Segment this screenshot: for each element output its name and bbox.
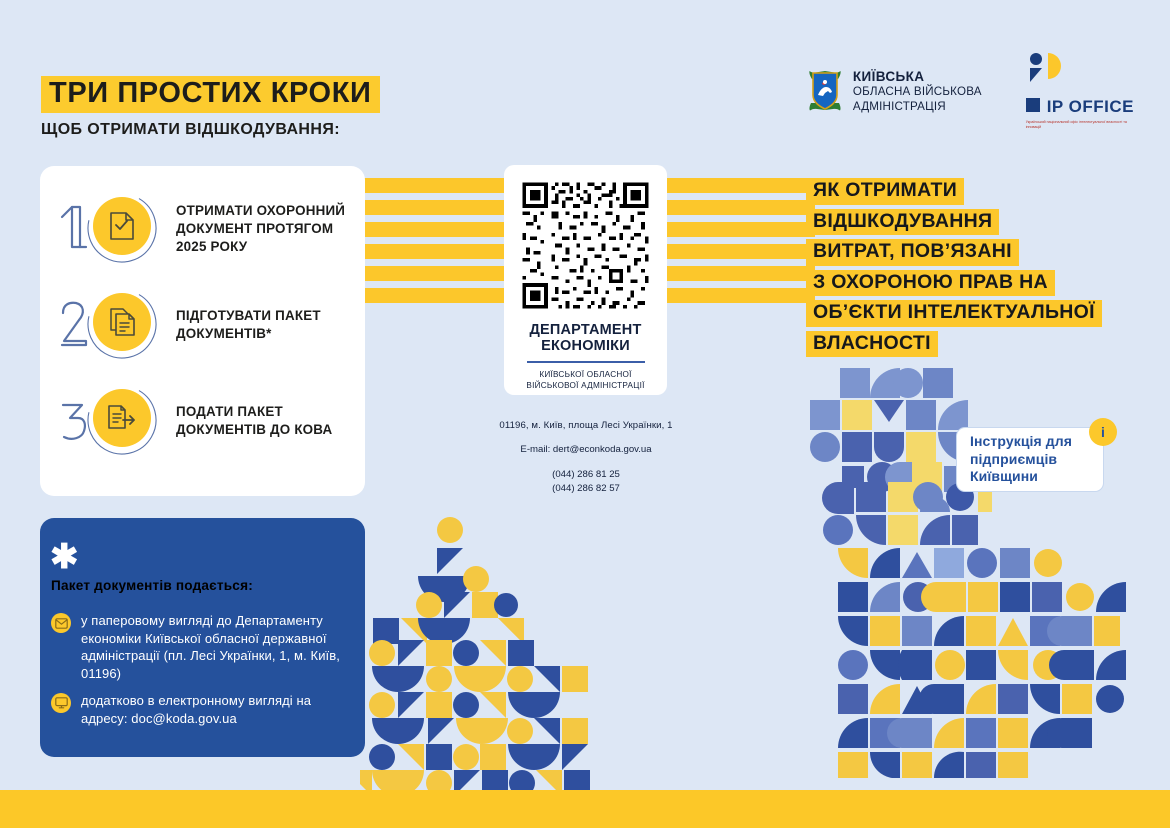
ip-office-subtitle: Український національний офіс інтелектуальної власності та інновацій [1025, 120, 1127, 130]
ip-office-logo [1026, 52, 1134, 131]
documents-note-heading: Пакет документів подається: [51, 578, 253, 593]
step-item-3 [56, 382, 365, 460]
ip-office-mark-icon [1026, 52, 1070, 97]
headline-line-5: ОБ’ЄКТИ ІНТЕЛЕКТУАЛЬНОЇ [806, 300, 1102, 327]
department-divider [527, 361, 645, 362]
contact-address: 01196, м. Київ, площа Лесі Українки, 1 [499, 420, 673, 431]
steps-card [40, 166, 365, 496]
step-label-3: ПОДАТИ ПАКЕТ ДОКУМЕНТІВ ДО КОВА [176, 404, 333, 437]
computer-monitor-icon [51, 693, 71, 713]
page-subtitle: ЩОБ ОТРИМАТИ ВІДШКОДУВАННЯ: [41, 121, 340, 138]
kyiv-oblast-coat-of-arms-icon [808, 67, 842, 116]
ip-office-square-icon [1026, 98, 1040, 117]
contact-phone-2: (044) 286 82 57 [552, 482, 620, 494]
department-subtitle [526, 369, 644, 391]
step-item-2 [56, 286, 365, 364]
contact-block [470, 420, 702, 496]
headline-line-1: ЯК ОТРИМАТИ [806, 178, 964, 205]
page-title: ТРИ ПРОСТИХ КРОКИ [41, 76, 380, 113]
documents-note-text-1: у паперовому вигляді до Департаменту економіки Київської обласної державної адміністрації (пл. Лесі Українки, 1, м. Київ, 01196) [81, 613, 340, 681]
footer-bar [0, 790, 1170, 828]
koda-logo-line1: КИЇВСЬКА [852, 69, 925, 85]
contact-email[interactable]: E-mail: dert@econkoda.gov.ua [520, 444, 652, 455]
headline-line-2: ВІДШКОДУВАННЯ [806, 209, 999, 236]
contact-phones [470, 468, 702, 496]
headline-line-3: ВИТРАТ, ПОВ’ЯЗАНІ [806, 239, 1019, 266]
documents-note-item-1 [51, 612, 351, 682]
mail-envelope-icon [51, 613, 71, 633]
headline-line-6: ВЛАСНОСТІ [806, 331, 938, 358]
geometric-pyramid-mosaic [360, 512, 640, 802]
koda-logo-text [853, 69, 982, 114]
step-badge-2 [86, 286, 164, 364]
qr-code[interactable] [519, 179, 652, 312]
qr-card [504, 165, 667, 395]
page-title-block [41, 76, 380, 138]
asterisk-icon: ✱ [50, 538, 79, 576]
step-item-1 [56, 190, 365, 268]
instruction-callout-text: Інструкція для підприємців Київщини [970, 433, 1073, 485]
ip-office-name-row [1026, 97, 1134, 117]
logo-row [808, 52, 1134, 131]
instruction-callout[interactable] [956, 427, 1104, 492]
step-icon-3 [93, 389, 151, 447]
department-title-line2: ЕКОНОМІКИ [541, 338, 630, 355]
step-label-1: ОТРИМАТИ ОХОРОННИЙ ДОКУМЕНТ ПРОТЯГОМ 2025 РОКУ [176, 203, 346, 254]
step-label-2: ПІДГОТУВАТИ ПАКЕТ ДОКУМЕНТІВ* [176, 308, 321, 341]
step-icon-2 [93, 293, 151, 351]
koda-logo [808, 67, 982, 116]
step-icon-1 [93, 197, 151, 255]
info-icon[interactable]: i [1089, 418, 1117, 446]
headline-block [806, 178, 1156, 361]
documents-note-text-2: додатково в електронному вигляді на адресу: doc@koda.gov.ua [81, 693, 312, 726]
step-badge-3 [86, 382, 164, 460]
department-title [529, 322, 641, 354]
department-subtitle-line2: ВІЙСЬКОВОЇ АДМІНІСТРАЦІЇ [526, 380, 645, 390]
department-subtitle-line1: КИЇВСЬКОЇ ОБЛАСНОЇ [539, 369, 632, 379]
headline-line-4: З ОХОРОНОЮ ПРАВ НА [806, 270, 1055, 297]
step-badge-1 [86, 190, 164, 268]
koda-logo-line3: АДМІНІСТРАЦІЯ [852, 99, 946, 113]
koda-logo-line2: ОБЛАСНА ВІЙСЬКОВА [852, 85, 982, 99]
contact-phone-1: (044) 286 81 25 [552, 469, 620, 480]
department-title-line1: ДЕПАРТАМЕНТ [529, 322, 642, 338]
documents-note-item-2 [51, 692, 351, 727]
ip-office-name: IP OFFICE [1046, 97, 1134, 116]
